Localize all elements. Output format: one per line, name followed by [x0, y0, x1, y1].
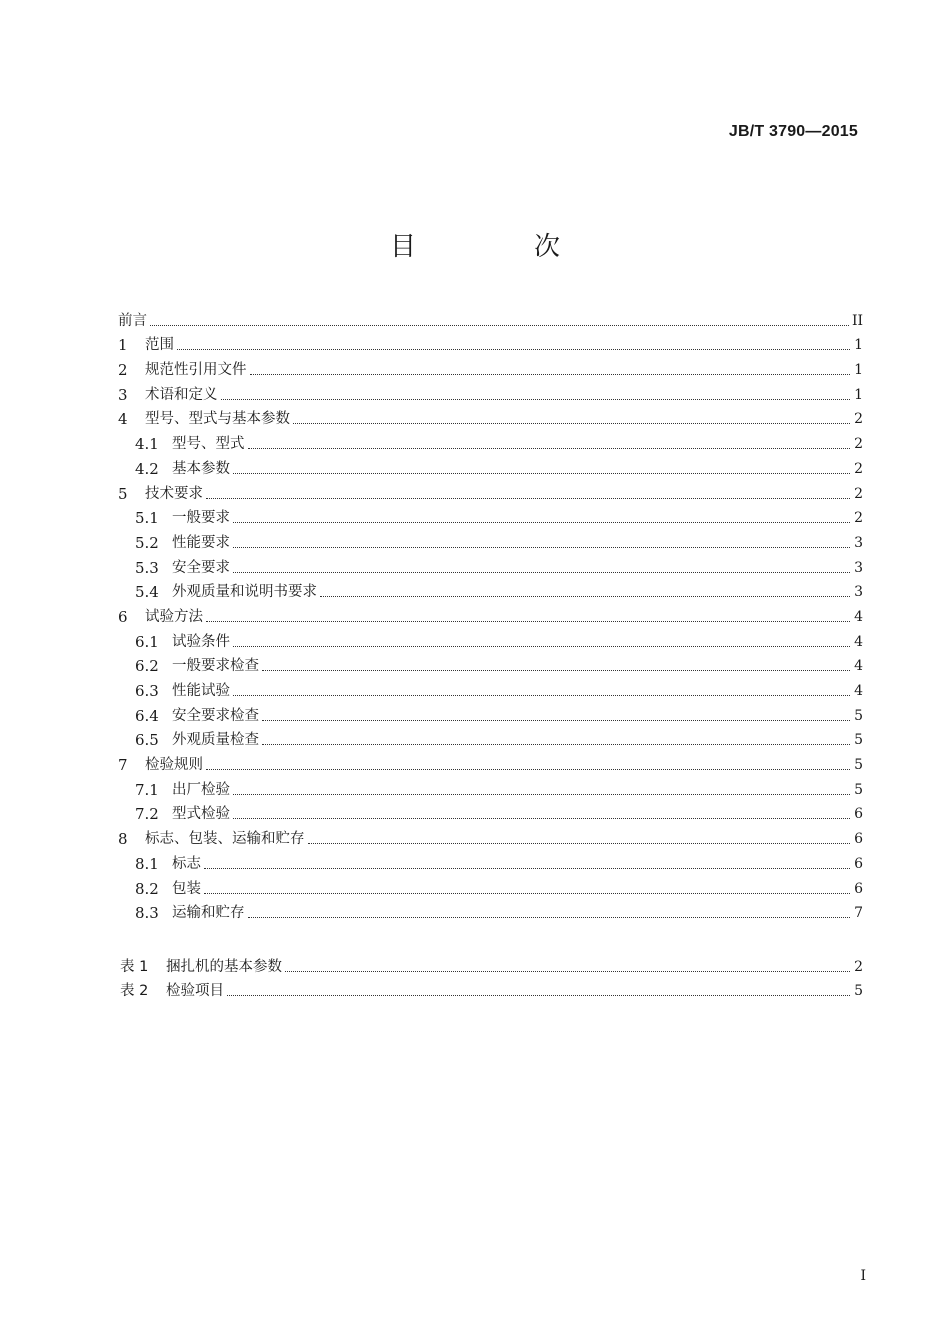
- page-ref: 5: [854, 781, 863, 798]
- dot-leader: [285, 971, 850, 972]
- page-ref: 3: [854, 559, 863, 576]
- page-ref: 2: [854, 510, 863, 527]
- page-ref: 3: [854, 534, 863, 551]
- section-title: 安全要求检查: [172, 707, 259, 724]
- toc-entry[interactable]: [118, 799, 863, 824]
- table-list-entry[interactable]: [120, 951, 863, 976]
- section-title: 外观质量检查: [172, 732, 259, 749]
- section-title: 一般要求: [172, 510, 230, 527]
- section-title: 型式检验: [172, 806, 230, 823]
- dot-leader: [248, 917, 851, 918]
- section-title: 试验条件: [172, 633, 230, 650]
- page-ref: 3: [854, 584, 863, 601]
- section-number: 1: [118, 336, 128, 355]
- toc-entry[interactable]: [118, 873, 863, 898]
- toc-entry[interactable]: [118, 601, 863, 626]
- toc-entry[interactable]: [118, 503, 863, 528]
- page-ref: 5: [854, 732, 863, 749]
- section-number: 7.2: [135, 805, 159, 824]
- section-title: 一般要求检查: [172, 658, 259, 675]
- section-number: 6.3: [135, 682, 159, 700]
- section-title: 标志: [172, 855, 201, 872]
- section-number: 4.1: [135, 435, 159, 454]
- dot-leader: [233, 473, 850, 474]
- toc-entry[interactable]: [118, 898, 863, 923]
- page-ref: 7: [854, 905, 863, 922]
- dot-leader: [248, 448, 851, 449]
- section-number: 6.2: [135, 657, 159, 676]
- page-ref: 4: [854, 658, 863, 675]
- toc-entry[interactable]: [118, 577, 863, 602]
- section-number: 4: [118, 410, 128, 429]
- toc-entry[interactable]: [118, 527, 863, 552]
- section-number: 8.2: [135, 879, 159, 898]
- page-ref: II: [851, 312, 863, 329]
- table-number: 表 1: [120, 958, 149, 975]
- toc-entry[interactable]: [118, 823, 863, 848]
- dot-leader: [320, 596, 850, 597]
- section-number: 5.4: [135, 583, 159, 602]
- section-title: 安全要求: [172, 559, 230, 576]
- page-ref: 4: [854, 608, 863, 625]
- page-ref: 1: [854, 337, 863, 354]
- toc-entry[interactable]: [118, 700, 863, 725]
- toc-entry[interactable]: [118, 725, 863, 750]
- toc-entry[interactable]: [118, 552, 863, 577]
- toc-entry[interactable]: [118, 626, 863, 651]
- section-title: 运输和贮存: [172, 905, 245, 922]
- page-ref: 2: [854, 460, 863, 477]
- section-title: 外观质量和说明书要求: [172, 584, 317, 601]
- toc-entry[interactable]: [118, 749, 863, 774]
- page-ref: 6: [854, 855, 863, 872]
- section-number: 6: [118, 607, 128, 626]
- page-ref: 1: [854, 386, 863, 403]
- page-ref: 4: [854, 633, 863, 650]
- toc-entry[interactable]: [118, 453, 863, 478]
- section-title: 标志、包装、运输和贮存: [145, 831, 305, 848]
- dot-leader: [206, 498, 850, 499]
- page-ref: 2: [854, 485, 863, 502]
- section-title: 规范性引用文件: [145, 362, 247, 379]
- dot-leader: [233, 572, 850, 573]
- dot-leader: [204, 893, 850, 894]
- dot-leader: [233, 646, 850, 647]
- page-ref: 6: [854, 880, 863, 897]
- dot-leader: [227, 995, 850, 996]
- section-number: 6.5: [135, 731, 159, 750]
- dot-leader: [221, 399, 851, 400]
- toc-entry[interactable]: [118, 675, 863, 700]
- section-title: 性能要求: [172, 534, 230, 551]
- page-ref: 5: [854, 757, 863, 774]
- page-ref: 2: [854, 958, 863, 975]
- section-number: 7.1: [135, 780, 159, 799]
- dot-leader: [206, 621, 850, 622]
- page-ref: 5: [854, 707, 863, 724]
- section-number: 4.2: [135, 459, 159, 478]
- page-ref: 2: [854, 436, 863, 453]
- section-title: 术语和定义: [145, 386, 218, 403]
- section-title: 技术要求: [145, 485, 203, 502]
- toc-entry[interactable]: [118, 354, 863, 379]
- section-number: 3: [118, 385, 128, 404]
- dot-leader: [204, 868, 850, 869]
- dot-leader: [233, 547, 850, 548]
- section-number: 8.1: [135, 854, 159, 873]
- standard-code: JB/T 3790—2015: [728, 123, 858, 140]
- table-number: 表 2: [120, 983, 149, 1000]
- page-number: I: [860, 1268, 866, 1284]
- list-of-tables: [120, 951, 863, 1000]
- section-number: 6.4: [135, 706, 159, 725]
- section-number: 5: [118, 484, 128, 503]
- page-ref: 5: [854, 983, 863, 1000]
- page-ref: 6: [854, 831, 863, 848]
- page-title: 目 次: [389, 232, 606, 262]
- section-title: 试验方法: [145, 608, 203, 625]
- dot-leader: [262, 744, 850, 745]
- table-title: 检验项目: [166, 983, 224, 1000]
- dot-leader: [262, 670, 850, 671]
- section-title: 性能试验: [172, 683, 230, 699]
- section-title: 出厂检验: [172, 781, 230, 798]
- dot-leader: [293, 423, 850, 424]
- section-number: 5.3: [135, 558, 159, 577]
- dot-leader: [233, 522, 850, 523]
- section-title: 范围: [145, 337, 174, 354]
- toc-entry[interactable]: [118, 774, 863, 799]
- toc-entry[interactable]: [118, 848, 863, 873]
- section-number: 5.1: [135, 509, 159, 528]
- section-number: 2: [118, 361, 128, 380]
- dot-leader: [250, 374, 851, 375]
- page-ref: 1: [854, 362, 863, 379]
- dot-leader: [206, 769, 850, 770]
- table-title: 捆扎机的基本参数: [166, 958, 282, 975]
- page-ref: 6: [854, 806, 863, 823]
- dot-leader: [177, 349, 850, 350]
- section-number: 8.3: [135, 904, 159, 923]
- section-number: 6.1: [135, 632, 159, 651]
- dot-leader: [262, 720, 850, 721]
- section-title: 型号、型式与基本参数: [145, 411, 290, 428]
- section-title: 前言: [118, 312, 147, 329]
- toc-entry[interactable]: [118, 428, 863, 453]
- table-of-contents: [118, 305, 863, 922]
- dot-leader: [308, 843, 851, 844]
- table-list-entry[interactable]: [120, 976, 863, 1001]
- dot-leader: [233, 695, 850, 696]
- page-ref: 2: [854, 411, 863, 428]
- toc-entry[interactable]: [118, 478, 863, 503]
- section-number: 8: [118, 830, 128, 849]
- page-ref: 4: [854, 683, 863, 699]
- toc-entry[interactable]: [118, 330, 863, 355]
- section-title: 包装: [172, 880, 201, 897]
- section-number: 5.2: [135, 533, 159, 552]
- toc-entry[interactable]: [118, 404, 863, 429]
- toc-entry[interactable]: [118, 305, 863, 330]
- dot-leader: [233, 818, 850, 819]
- section-number: 7: [118, 756, 128, 775]
- toc-entry[interactable]: [118, 379, 863, 404]
- dot-leader: [233, 794, 850, 795]
- section-title: 型号、型式: [172, 436, 245, 453]
- section-title: 检验规则: [145, 757, 203, 774]
- section-title: 基本参数: [172, 460, 230, 477]
- dot-leader: [150, 325, 849, 326]
- toc-entry[interactable]: [118, 651, 863, 676]
